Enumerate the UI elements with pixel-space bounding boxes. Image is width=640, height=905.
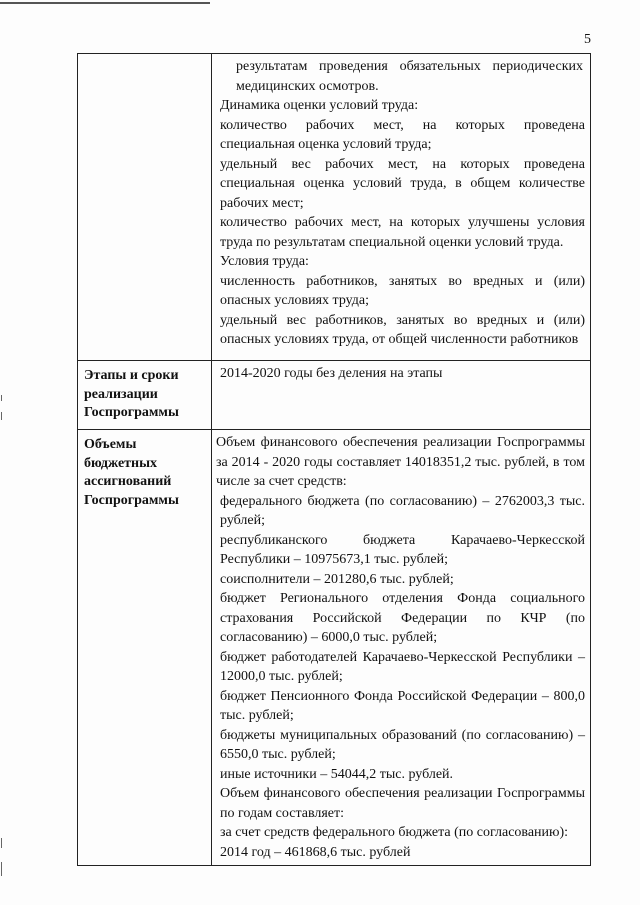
paragraph: Динамика оценки условий труда: xyxy=(220,98,419,113)
row-label: Объемы бюджетных ассигнований Госпрограммы xyxy=(78,430,212,866)
table-row xyxy=(78,54,591,361)
paragraph: результатам проведения обязательных периодических медицинских осмотров. xyxy=(236,59,583,94)
paragraph: бюджеты муниципальных образований (по согласованию) – 6550,0 тыс. рублей; xyxy=(220,727,585,762)
paragraph: Объем финансового обеспечения реализации Госпрограммы за 2014 - 2020 годы составляет 14018351,2 тыс. рублей, в том числе за счет средств: xyxy=(216,435,585,489)
margin-mark xyxy=(1,395,2,401)
paragraph: 2014-2020 годы без деления на этапы xyxy=(220,366,443,381)
row-content xyxy=(212,361,591,430)
paragraph: Условия труда: xyxy=(220,254,309,269)
paragraph: численность работников, занятых во вредных и (или) опасных условиях труда; xyxy=(220,273,585,308)
table-row xyxy=(78,361,591,430)
row-content xyxy=(212,54,591,361)
page-number: 5 xyxy=(584,32,591,47)
paragraph: республиканского бюджета Карачаево-Черкесской Республики – 10975673,1 тыс. рублей; xyxy=(220,532,585,567)
row-label: Этапы и сроки реализации Госпрограммы xyxy=(78,361,212,430)
paragraph: бюджет работодателей Карачаево-Черкесской Республики – 12000,0 тыс. рублей; xyxy=(220,649,585,684)
paragraph: бюджет Пенсионного Фонда Российской Федерации – 800,0 тыс. рублей; xyxy=(220,688,585,723)
table-row xyxy=(78,430,591,866)
margin-mark xyxy=(1,838,2,848)
paragraph: федерального бюджета (по согласованию) – 2762003,3 тыс. рублей; xyxy=(220,493,585,528)
paragraph: соисполнители – 201280,6 тыс. рублей; xyxy=(220,571,454,587)
paragraph: количество рабочих мест, на которых проведена специальная оценка условий труда; xyxy=(220,117,585,152)
row-content xyxy=(212,430,591,866)
paragraph: Объем финансового обеспечения реализации Госпрограммы по годам составляет: xyxy=(220,786,585,821)
margin-mark xyxy=(1,862,2,876)
paragraph: бюджет Регионального отделения Фонда социального страхования Российской Федерации по КЧР (по согласованию) – 6000,0 тыс. рублей; xyxy=(220,591,585,645)
paragraph: иные источники – 54044,2 тыс. рублей. xyxy=(220,766,454,782)
paragraph: количество рабочих мест, на которых улучшены условия труда по результатам специальной оценки условий труда. xyxy=(220,215,585,250)
paragraph: удельный вес работников, занятых во вредных и (или) опасных условиях труда, от общей численности работников xyxy=(220,312,585,347)
paragraph: за счет средств федерального бюджета (по согласованию): xyxy=(220,825,569,840)
passport-table xyxy=(77,53,591,866)
paragraph: 2014 год – 461868,6 тыс. рублей xyxy=(220,844,411,860)
paragraph: удельный вес рабочих мест, на которых проведена специальная оценка условий труда, в общем количестве рабочих мест; xyxy=(220,156,585,211)
margin-mark xyxy=(1,412,2,420)
row-label xyxy=(78,54,212,361)
top-rule xyxy=(0,2,210,4)
